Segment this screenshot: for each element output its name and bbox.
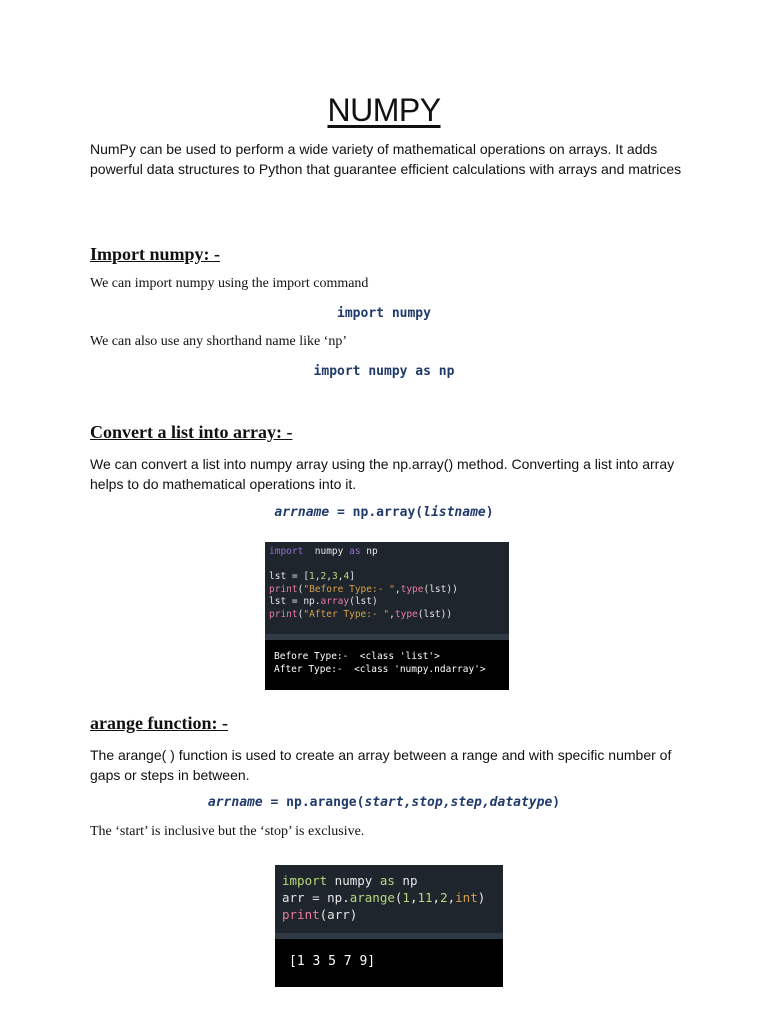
output-line: Before Type:- <class 'list'> bbox=[274, 651, 440, 662]
code-token: ] bbox=[349, 571, 355, 582]
arange-note: The ‘start’ is inclusive but the ‘stop’ is exclusive. bbox=[90, 824, 365, 839]
code-token: ) bbox=[477, 890, 486, 905]
code-token: (lst) bbox=[349, 596, 378, 607]
code-token: print bbox=[282, 907, 320, 922]
syntax-var: arrname bbox=[207, 795, 263, 810]
syntax-call: = np.arange( bbox=[262, 795, 365, 810]
code-token: (lst)) bbox=[417, 608, 453, 620]
code-line bbox=[269, 609, 458, 622]
syntax-args: start,stop,step,datatype bbox=[364, 795, 553, 810]
code-token: 3 bbox=[331, 571, 338, 582]
code-token: , bbox=[409, 890, 418, 905]
code-screenshot-arange bbox=[275, 865, 503, 987]
code-token: , bbox=[337, 571, 344, 582]
output-block bbox=[265, 640, 509, 690]
code-token: lst = np. bbox=[269, 596, 321, 607]
syntax-arg: listname bbox=[423, 505, 486, 520]
code-token: , bbox=[314, 571, 321, 582]
output-line: [1 3 5 7 9] bbox=[289, 954, 376, 969]
code-screenshot-convert bbox=[265, 542, 509, 690]
code-token: 1 bbox=[402, 890, 410, 905]
import-code-1: import numpy bbox=[337, 306, 431, 321]
code-token: , bbox=[447, 890, 456, 905]
code-token: 4 bbox=[343, 571, 350, 582]
code-token: arr = np. bbox=[282, 890, 350, 905]
code-line bbox=[269, 546, 458, 559]
arange-paragraph: The arange( ) function is used to create an array between a range and with specific number of gaps or steps in between. bbox=[90, 747, 672, 783]
code-token: import bbox=[269, 546, 304, 557]
code-token: , bbox=[389, 608, 395, 620]
code-line bbox=[269, 559, 458, 572]
code-token bbox=[269, 559, 275, 570]
page-title: NUMPY bbox=[327, 92, 441, 128]
code-token: 2 bbox=[440, 890, 448, 905]
code-token: ( bbox=[297, 583, 304, 595]
convert-syntax bbox=[0, 505, 768, 520]
code-token: numpy bbox=[327, 873, 380, 888]
code-line bbox=[282, 889, 485, 906]
code-token: int bbox=[455, 890, 478, 905]
import-text-2: We can also use any shorthand name like ‘np’ bbox=[90, 334, 348, 349]
code-token: import bbox=[282, 873, 328, 888]
code-token: print bbox=[269, 608, 298, 620]
code-token: ( bbox=[297, 608, 304, 620]
code-token: (lst)) bbox=[423, 583, 458, 595]
code-line bbox=[269, 584, 458, 597]
code-token: array bbox=[320, 596, 350, 607]
code-token: print bbox=[269, 583, 298, 595]
code-line bbox=[269, 596, 458, 609]
code-token: as bbox=[379, 873, 395, 888]
code-token: np bbox=[394, 873, 418, 888]
code-token: ( bbox=[394, 890, 403, 905]
code-token: , bbox=[432, 890, 441, 905]
code-token: numpy bbox=[303, 546, 350, 557]
code-token: 11 bbox=[417, 890, 433, 905]
arange-heading: arange function: - bbox=[90, 713, 228, 733]
code-token: type bbox=[400, 583, 424, 595]
output-block bbox=[275, 939, 503, 987]
import-code-2: import numpy as np bbox=[313, 364, 455, 379]
import-heading: Import numpy: - bbox=[90, 244, 221, 264]
arange-syntax bbox=[0, 795, 768, 810]
code-token: lst = [ bbox=[269, 571, 310, 582]
syntax-close: ) bbox=[485, 505, 494, 520]
import-text-1: We can import numpy using the import command bbox=[90, 276, 369, 291]
syntax-var: arrname bbox=[274, 505, 330, 520]
intro-paragraph: NumPy can be used to perform a wide variety of mathematical operations on arrays. It adds powerful data structures to Python that guarantee efficient calculations with arrays and matrices bbox=[90, 141, 682, 177]
convert-paragraph: We can convert a list into numpy array using the np.array() method. Converting a list into array helps to do mathematical operations into it. bbox=[90, 456, 675, 492]
code-line bbox=[282, 906, 485, 923]
code-block bbox=[269, 546, 458, 621]
code-token: 2 bbox=[320, 571, 327, 582]
code-token: , bbox=[326, 571, 332, 582]
code-token: arange bbox=[349, 890, 395, 905]
output-line: After Type:- <class 'numpy.ndarray'> bbox=[274, 664, 486, 675]
code-token: as bbox=[349, 546, 361, 557]
syntax-close: ) bbox=[552, 795, 561, 810]
code-token: "Before Type:- " bbox=[303, 583, 395, 595]
code-token: type bbox=[394, 608, 418, 620]
code-token: "After Type:- " bbox=[303, 608, 390, 620]
code-token: 1 bbox=[309, 571, 315, 582]
convert-heading: Convert a list into array: - bbox=[90, 422, 293, 442]
code-token: (arr) bbox=[319, 907, 358, 922]
code-token: , bbox=[394, 583, 401, 595]
code-line bbox=[269, 571, 458, 584]
code-block bbox=[282, 872, 485, 923]
code-token: np bbox=[360, 546, 378, 557]
syntax-call: = np.array( bbox=[329, 505, 424, 520]
code-line bbox=[282, 872, 485, 889]
